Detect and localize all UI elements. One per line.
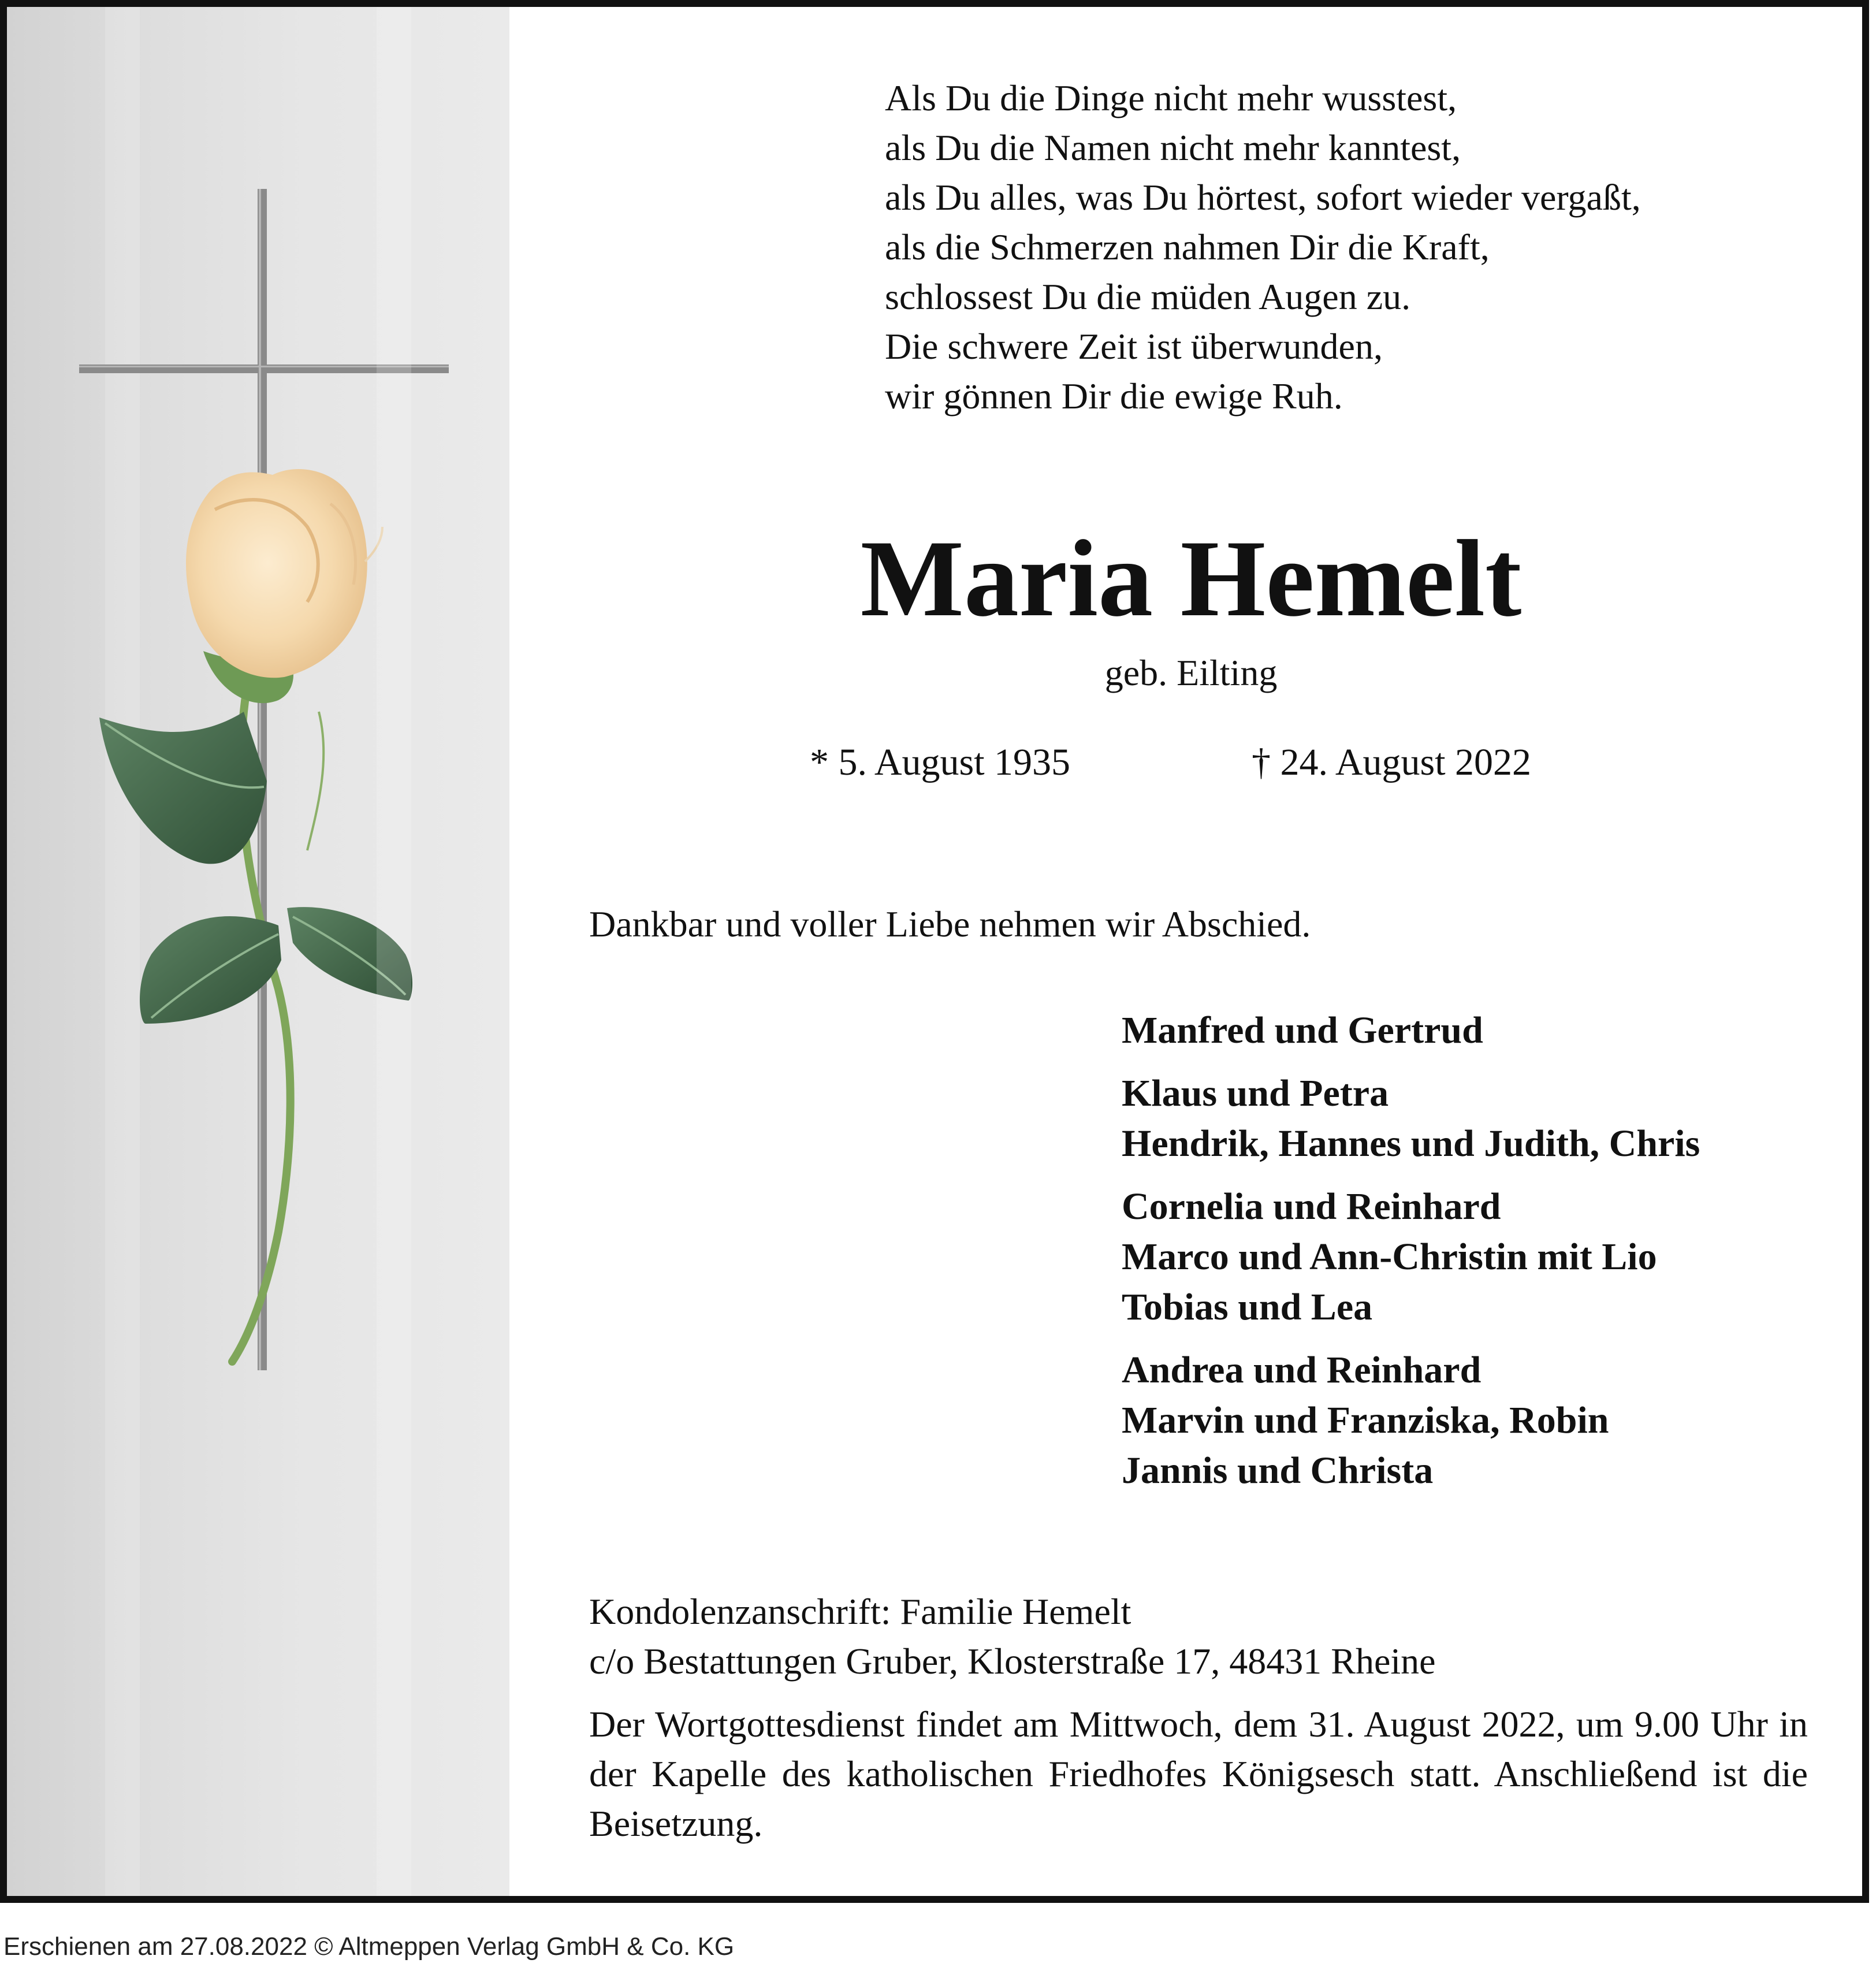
family-member: Marco und Ann-Christin mit Lio <box>1122 1236 1657 1278</box>
farewell-text: Dankbar und voller Liebe nehmen wir Abschied. <box>589 904 1311 945</box>
family-group <box>1122 1181 1700 1332</box>
service-info: Der Wortgottesdienst findet am Mittwoch, dem 31. August 2022, um 9.00 Uhr in der Kapelle des katholischen Friedhofes Königsesch statt. Anschließend ist die Beisetzung. <box>589 1704 1808 1844</box>
poem <box>885 73 1855 421</box>
maiden-name: geb. Eilting <box>1104 652 1278 693</box>
condolence-line: c/o Bestattungen Gruber, Klosterstraße 17, 48431 Rheine <box>589 1641 1436 1682</box>
death-date: † 24. August 2022 <box>1252 741 1532 783</box>
poem-line: schlossest Du die müden Augen zu. <box>885 276 1411 317</box>
family-group <box>1122 1068 1700 1169</box>
birth-date: * 5. August 1935 <box>810 741 1071 783</box>
poem-line: Als Du die Dinge nicht mehr wusstest, <box>885 77 1457 118</box>
family-group <box>1122 1345 1700 1496</box>
poem-line: wir gönnen Dir die ewige Ruh. <box>885 375 1343 417</box>
poem-line: als Du die Namen nicht mehr kanntest, <box>885 127 1461 168</box>
poem-line: als die Schmerzen nahmen Dir die Kraft, <box>885 226 1490 267</box>
family-member: Klaus und Petra <box>1122 1072 1389 1114</box>
decorative-sidebar <box>7 7 509 1896</box>
poem-line: als Du alles, was Du hörtest, sofort wieder vergaßt, <box>885 177 1641 218</box>
deceased-name: Maria Hemelt <box>860 518 1522 639</box>
family-member: Cornelia und Reinhard <box>1122 1185 1501 1228</box>
rose-icon <box>99 469 412 1362</box>
family-member: Manfred und Gertrud <box>1122 1009 1483 1051</box>
publication-footer: Erschienen am 27.08.2022 © Altmeppen Verlag GmbH & Co. KG <box>3 1932 735 1961</box>
family-list <box>1122 1005 1700 1508</box>
family-member: Jannis und Christa <box>1122 1449 1434 1492</box>
poem-line: Die schwere Zeit ist überwunden, <box>885 326 1383 367</box>
family-group <box>1122 1005 1700 1055</box>
family-member: Marvin und Franziska, Robin <box>1122 1399 1609 1441</box>
family-member: Andrea und Reinhard <box>1122 1349 1482 1391</box>
condolence-line: Kondolenzanschrift: Familie Hemelt <box>589 1591 1131 1632</box>
family-member: Tobias und Lea <box>1122 1286 1373 1328</box>
condolence-address <box>589 1587 1436 1686</box>
cross-and-rose-illustration <box>7 7 509 1903</box>
family-member: Hendrik, Hannes und Judith, Chris <box>1122 1122 1700 1165</box>
